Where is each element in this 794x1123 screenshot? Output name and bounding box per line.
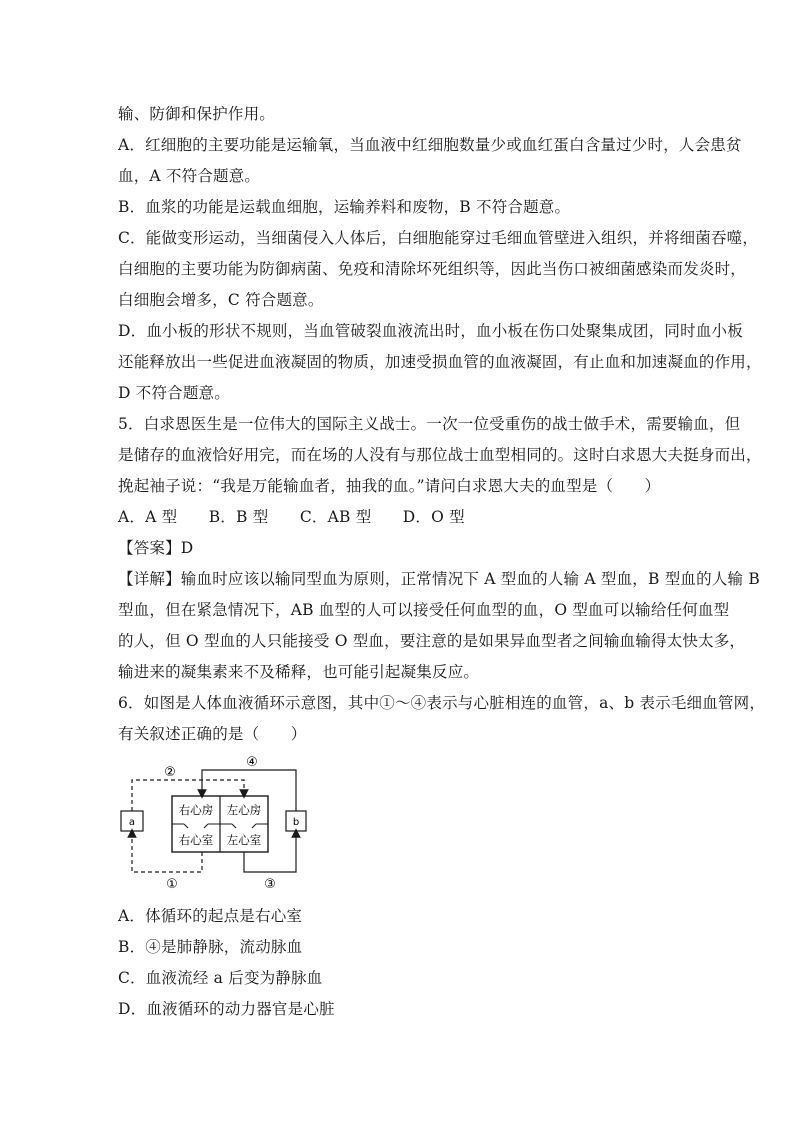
- text-line: D 不符合题意。: [118, 384, 230, 402]
- question-6-option-b: B．④是肺静脉，流动脉血: [118, 938, 303, 956]
- svg-text:②: ②: [164, 765, 176, 780]
- svg-text:③: ③: [264, 877, 276, 892]
- text-line: 白细胞会增多，C 符合题意。: [118, 291, 324, 309]
- text-line: B．血浆的功能是运载血细胞，运输养料和废物，B 不符合题意。: [118, 198, 571, 216]
- question-6: 6．如图是人体血液循环示意图，其中①～④表示与心脏相连的血管，a、b 表示毛细血管网，: [118, 694, 766, 712]
- text-line: 挽起袖子说：“我是万能输血者，抽我的血。”请问白求恩大夫的血型是（ ）: [118, 477, 661, 495]
- heart-chambers: [172, 796, 268, 852]
- capillary-b: [286, 811, 306, 831]
- svg-text:④: ④: [246, 755, 258, 770]
- explanation-line: 【详解】输血时应该以输同型血为原则，正常情况下 A 型血的人输 A 型血，B 型血的人输 B: [118, 570, 760, 588]
- text-line: 白细胞的主要功能为防御病菌、免疫和清除坏死组织等，因此当伤口被细菌感染而发炎时，: [118, 260, 747, 278]
- question-6-option-c: C．血液流经 a 后变为静脉血: [118, 969, 323, 987]
- svg-text:b: b: [292, 817, 300, 828]
- question-6-option-a: A．体循环的起点是右心室: [118, 907, 303, 925]
- text-line: 输、防御和保护作用。: [118, 105, 276, 123]
- answer-label: 【答案】D: [118, 539, 194, 557]
- left-ventricle-label: 左心室: [226, 833, 262, 847]
- right-atrium-label: 右心房: [178, 803, 214, 817]
- text-line: 有关叙述正确的是（ ）: [118, 725, 307, 743]
- left-atrium-label: 左心房: [226, 803, 262, 817]
- right-ventricle-label: 右心室: [178, 833, 214, 847]
- text-line: 型血，但在紧急情况下，AB 血型的人可以接受任何血型的血，O 型血可以输给任何血型: [118, 601, 730, 619]
- text-line: 还能释放出一些促进血液凝固的物质，加速受损血管的血液凝固，有止血和加速凝血的作用，: [118, 353, 762, 371]
- svg-text:a: a: [128, 817, 136, 828]
- question-6-option-d: D．血液循环的动力器官是心脏: [118, 1000, 335, 1018]
- text-line: C．能做变形运动，当细菌侵入人体后，白细胞能穿过毛细血管壁进入组织，并将细菌吞噬，: [118, 229, 759, 247]
- text-line: 血，A 不符合题意。: [118, 167, 261, 185]
- capillary-a: [121, 811, 143, 831]
- question-5: 5．白求恩医生是一位伟大的国际主义战士。一次一位受重伤的战士做手术，需要输血，但: [118, 415, 741, 433]
- text-line: 是储存的血液恰好用完，而在场的人没有与那位战士血型相同的。这时白求恩大夫挺身而出，: [118, 446, 762, 464]
- blood-circulation-diagram: [118, 752, 318, 894]
- question-5-options: A．A 型 B．B 型 C．AB 型 D．O 型: [118, 508, 465, 526]
- text-line: D．血小板的形状不规则，当血管破裂血液流出时，血小板在伤口处聚集成团，同时血小板: [118, 322, 743, 340]
- svg-text:①: ①: [166, 877, 178, 892]
- text-line: A．红细胞的主要功能是运输氧，当血液中红细胞数量少或血红蛋白含量过少时，人会患贫: [118, 136, 742, 154]
- text-line: 的人，但 O 型血的人只能接受 O 型血，要注意的是如果异血型者之间输血输得太快太多，: [118, 632, 746, 650]
- text-line: 输进来的凝集素来不及稀释，也可能引起凝集反应。: [118, 663, 480, 681]
